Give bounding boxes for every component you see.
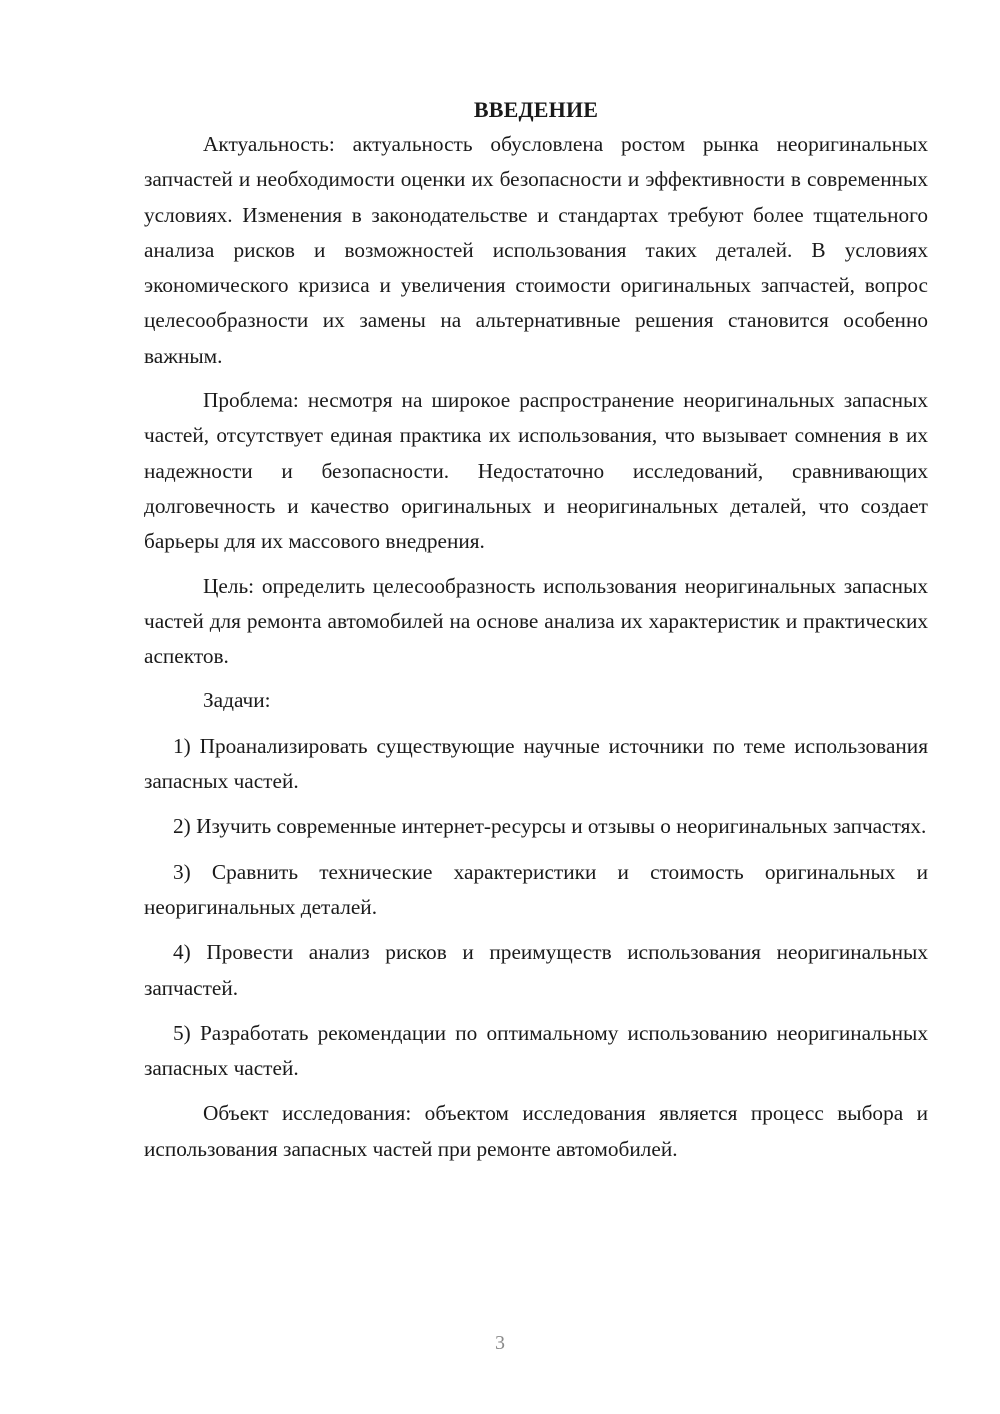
list-item: 2) Изучить современные интернет-ресурсы и отзывы о неоригинальных запчастях. (173, 814, 927, 839)
problem-paragraph: Проблема: несмотря на широкое распространение неоригинальных запасных частей, отсутствует единая практика их использования, что вызывает сомнения в их надежности и безопасности. Недостаточно исследований, сравнивающих долговечность и качество оригинальных и неоригинальных деталей, что создает барьеры для их массового внедрения. (144, 388, 928, 554)
tasks-heading: Задачи: (203, 688, 271, 713)
tasks-list (144, 729, 928, 1087)
list-item: 1) Проанализировать существующие научные источники по теме использования запасных частей. (144, 733, 928, 794)
relevance-paragraph: Актуальность: актуальность обусловлена ростом рынка неоригинальных запчастей и необходимости оценки их безопасности и эффективности в современных условиях. Изменения в законодательстве и стандартах требуют более тщательного анализа рисков и возможностей использования таких деталей. В условиях экономического кризиса и увеличения стоимости оригинальных запчастей, вопрос целесообразности их замены на альтернативные решения становится особенно важным. (144, 132, 928, 368)
page-number: 3 (495, 1332, 505, 1354)
page-title: ВВЕДЕНИЕ (473, 97, 599, 122)
list-item: 4) Провести анализ рисков и преимуществ использования неоригинальных запчастей. (144, 940, 928, 1000)
object-paragraph: Объект исследования: объектом исследования является процесс выбора и использования запасных частей при ремонте автомобилей. (144, 1101, 928, 1161)
goal-paragraph: Цель: определить целесообразность использования неоригинальных запасных частей для ремонта автомобилей на основе анализа их характеристик и практических аспектов. (144, 573, 928, 669)
list-item: 3) Сравнить технические характеристики и стоимость оригинальных и неоригинальных деталей. (144, 859, 928, 919)
document-page (144, 92, 928, 1167)
list-item: 5) Разработать рекомендации по оптимальному использованию неоригинальных запасных частей. (144, 1020, 928, 1081)
